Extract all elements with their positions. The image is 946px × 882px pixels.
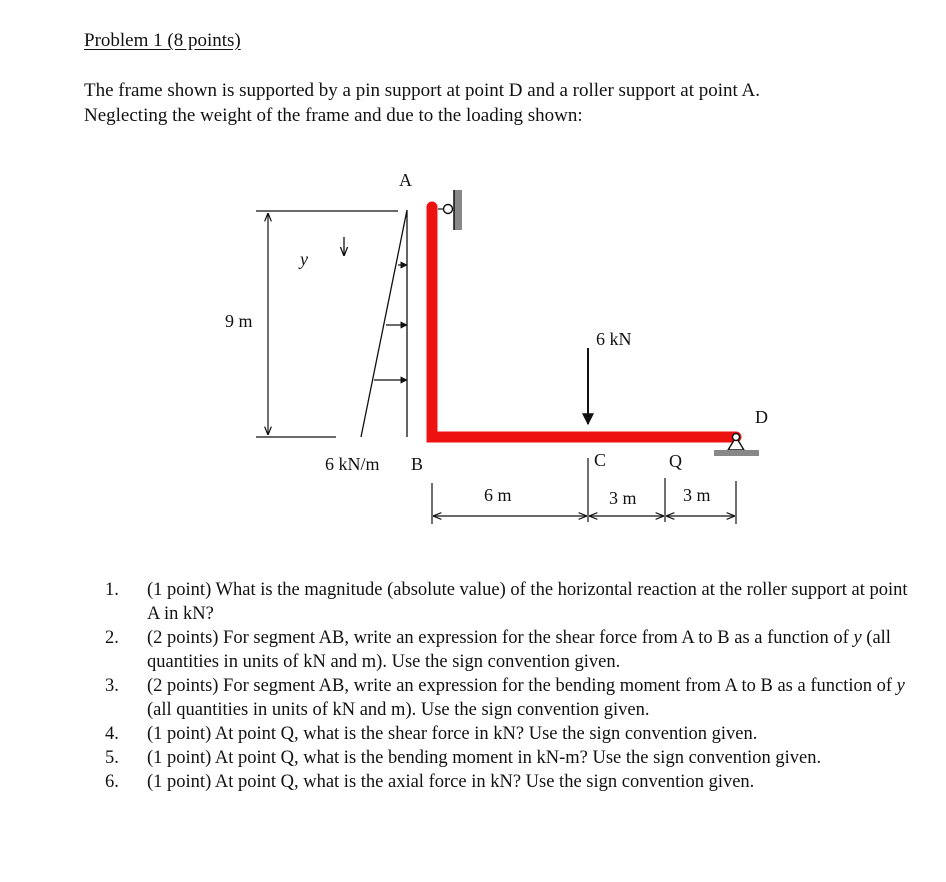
height-label: 9 m: [225, 311, 253, 331]
point-label-a: A: [399, 170, 412, 190]
question-text-end: (all quantities in units of kN and m). Use the sign convention given.: [147, 700, 650, 720]
question-number: 2.: [105, 628, 119, 648]
variable-y: y: [896, 676, 905, 696]
dim-label-cq: 3 m: [609, 488, 637, 508]
question-text: (1 point) At point Q, what is the shear force in kN? Use the sign convention given.: [147, 724, 758, 744]
question-text: (1 point) At point Q, what is the bending moment in kN-m? Use the sign convention given.: [147, 748, 822, 768]
statement-line-1: The frame shown is supported by a pin support at point D and a roller support at point A.: [84, 80, 760, 101]
question-number: 1.: [105, 580, 119, 600]
dim-label-bc: 6 m: [484, 485, 512, 505]
roller-wheel: [444, 205, 453, 214]
question-text-start: (2 points) For segment AB, write an expression for the bending moment from A to B as a function of: [147, 676, 897, 696]
point-label-d: D: [755, 407, 768, 427]
question-item: [105, 674, 920, 722]
distributed-load-label: 6 kN/m: [325, 454, 380, 474]
y-label: y: [300, 249, 308, 269]
question-number: 6.: [105, 772, 119, 792]
question-number: 4.: [105, 724, 119, 744]
question-list: [105, 578, 920, 794]
question-text: (1 point) At point Q, what is the axial force in kN? Use the sign convention given.: [147, 772, 755, 792]
point-label-q: Q: [669, 451, 682, 471]
question-text-end: (all quantities in units of kN and m). Use the sign convention given.: [147, 628, 891, 672]
distributed-load-outline: [361, 210, 407, 437]
point-load-label: 6 kN: [596, 329, 632, 349]
question-text: (1 point) What is the magnitude (absolute value) of the horizontal reaction at the roller support at point A in kN?: [147, 580, 908, 624]
question-number: 5.: [105, 748, 119, 768]
question-item: [105, 626, 920, 674]
dim-label-qd: 3 m: [683, 485, 711, 505]
roller-wall: [454, 190, 462, 230]
point-label-b: B: [411, 454, 424, 474]
question-text-start: (2 points) For segment AB, write an expression for the shear force from A to B as a function of: [147, 628, 854, 648]
statement-line-2: Neglecting the weight of the frame and due to the loading shown:: [84, 105, 583, 126]
problem-title: Problem 1 (8 points): [84, 30, 241, 51]
frame-member: [432, 207, 736, 437]
question-item: [105, 746, 920, 770]
point-label-c: C: [594, 450, 607, 470]
pin: [733, 434, 740, 441]
question-item: [105, 578, 920, 626]
variable-y: y: [853, 628, 862, 648]
question-number: 3.: [105, 676, 119, 696]
pin-ground: [714, 450, 759, 456]
question-item: [105, 722, 920, 746]
question-item: [105, 770, 920, 794]
